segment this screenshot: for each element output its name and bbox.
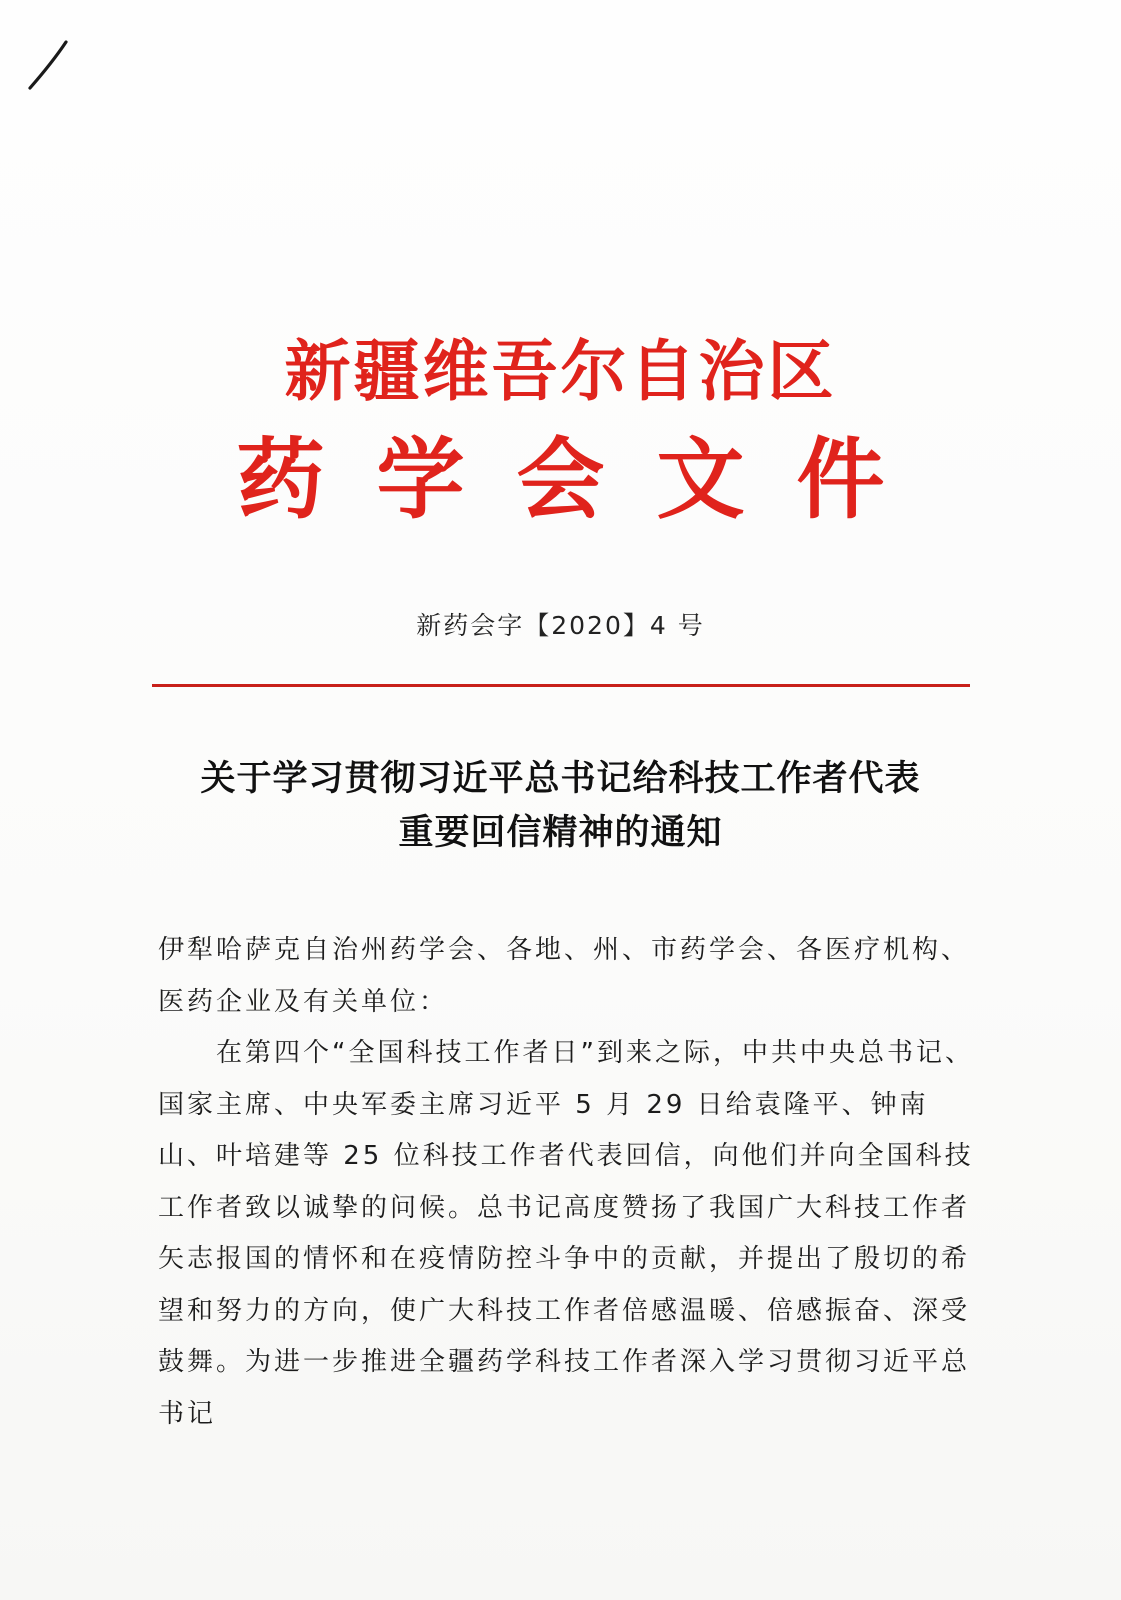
body-paragraph-1: 在第四个“全国科技工作者日”到来之际，中共中央总书记、国家主席、中央军委主席习近平 5 月 29 日给袁隆平、钟南山、叶培建等 25 位科技工作者代表回信，向他们并向全国科技工作者致以诚挚的问候。总书记高度赞扬了我国广大科技工作者矢志报国的情怀和在疫情防控斗争中的贡献，并提出了殷切的希望和努力的方向，使广大科技工作者倍感温暖、倍感振奋、深受鼓舞。为进一步推进全疆药学科技工作者深入学习贯彻习近平总书记 bbox=[158, 1038, 974, 1429]
document-number: 新药会字【2020】4 号 bbox=[416, 611, 705, 640]
issuer-document-type: 药学会文件 bbox=[236, 427, 937, 531]
salutation: 伊犁哈萨克自治州药学会、各地、州、市药学会、各医疗机构、医药企业及有关单位： bbox=[158, 935, 971, 1017]
issuer-name: 新疆维吾尔自治区 bbox=[284, 332, 837, 410]
notice-title bbox=[0, 752, 1121, 860]
notice-body bbox=[158, 925, 978, 1440]
notice-title-line1: 关于学习贯彻习近平总书记给科技工作者代表 bbox=[200, 758, 921, 799]
notice-title-line2: 重要回信精神的通知 bbox=[398, 812, 723, 853]
red-separator-line bbox=[152, 684, 970, 687]
pen-stroke-mark bbox=[22, 38, 70, 92]
